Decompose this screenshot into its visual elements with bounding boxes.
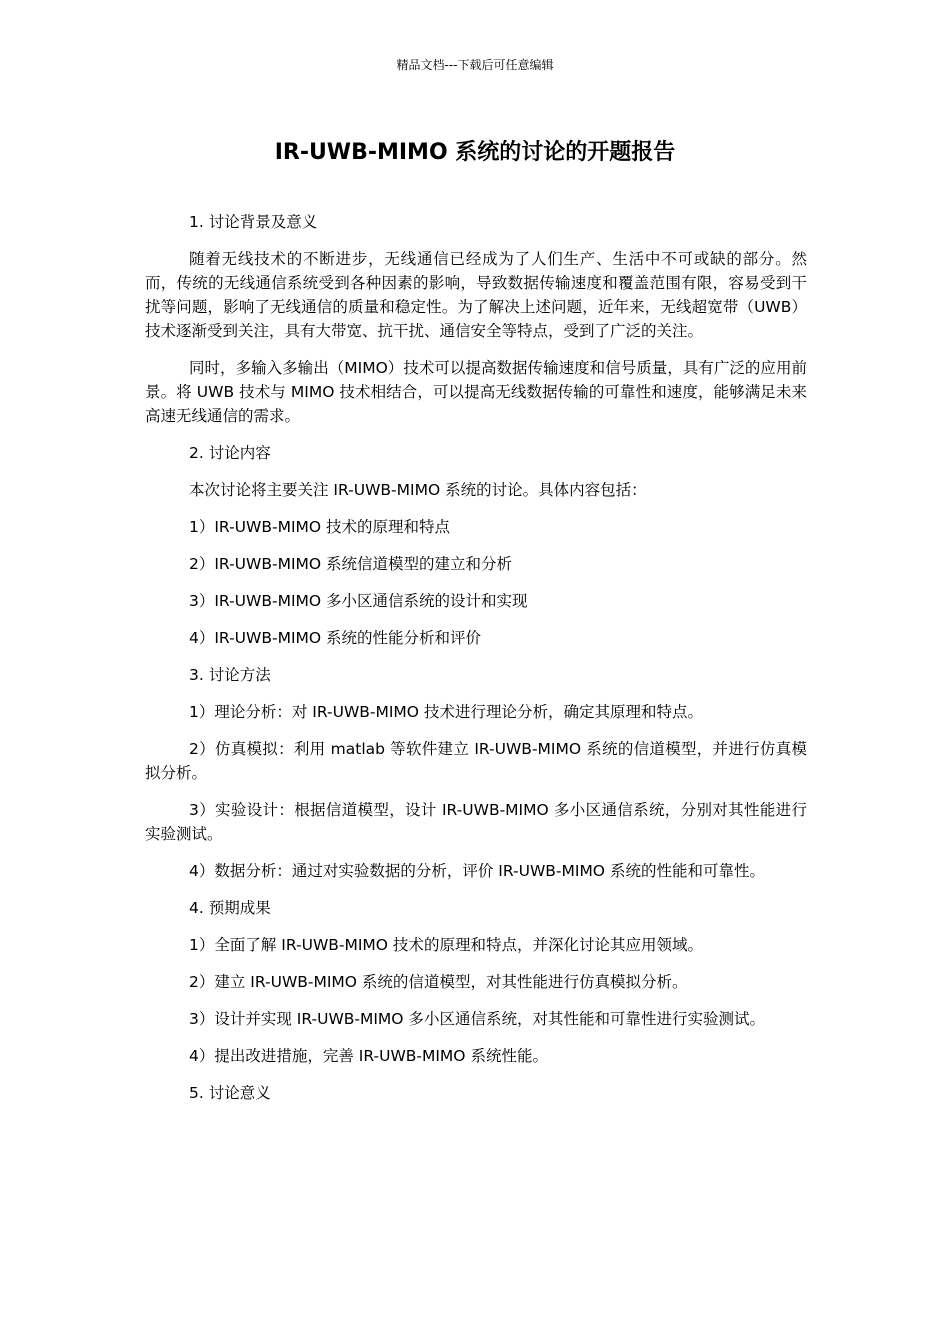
paragraph-background-2: 同时，多输入多输出（MIMO）技术可以提高数据传输速度和信号质量，具有广泛的应用前景。将 UWB 技术与 MIMO 技术相结合，可以提高无线数据传输的可靠性和速度，能够满足未来高速无线通信的需求。 — [145, 359, 807, 425]
list-item-content-2: 2）IR-UWB-MIMO 系统信道模型的建立和分析 — [189, 555, 513, 573]
list-item-method-3: 3）实验设计：根据信道模型，设计 IR-UWB-MIMO 多小区通信系统，分别对其性能进行实验测试。 — [145, 801, 807, 843]
document-body — [145, 210, 807, 1118]
list-item-content-3: 3）IR-UWB-MIMO 多小区通信系统的设计和实现 — [189, 592, 528, 610]
paragraph-background-1: 随着无线技术的不断进步，无线通信已经成为了人们生产、生活中不可或缺的部分。然而，传统的无线通信系统受到各种因素的影响，导致数据传输速度和覆盖范围有限，容易受到干扰等问题，影响了无线通信的质量和稳定性。为了解决上述问题，近年来，无线超宽带（UWB）技术逐渐受到关注，具有大带宽、抗干扰、通信安全等特点，受到了广泛的关注。 — [145, 250, 807, 340]
list-item-method-2: 2）仿真模拟：利用 matlab 等软件建立 IR-UWB-MIMO 系统的信道模型，并进行仿真模拟分析。 — [145, 740, 807, 782]
paragraph-content-intro: 本次讨论将主要关注 IR-UWB-MIMO 系统的讨论。具体内容包括： — [189, 481, 647, 499]
section-heading-results: 4. 预期成果 — [189, 899, 271, 917]
section-heading-significance: 5. 讨论意义 — [189, 1084, 271, 1102]
page-header: 精品文档---下载后可任意编辑 — [396, 58, 554, 72]
list-item-content-4: 4）IR-UWB-MIMO 系统的性能分析和评价 — [189, 629, 482, 647]
list-item-method-1: 1）理论分析：对 IR-UWB-MIMO 技术进行理论分析，确定其原理和特点。 — [189, 703, 703, 721]
list-item-results-3: 3）设计并实现 IR-UWB-MIMO 多小区通信系统，对其性能和可靠性进行实验测试。 — [189, 1010, 765, 1028]
list-item-content-1: 1）IR-UWB-MIMO 技术的原理和特点 — [189, 518, 451, 536]
document-title: IR-UWB-MIMO 系统的讨论的开题报告 — [274, 140, 676, 165]
list-item-results-2: 2）建立 IR-UWB-MIMO 系统的信道模型，对其性能进行仿真模拟分析。 — [189, 973, 688, 991]
list-item-results-4: 4）提出改进措施，完善 IR-UWB-MIMO 系统性能。 — [189, 1047, 548, 1065]
section-heading-content: 2. 讨论内容 — [189, 444, 271, 462]
section-heading-method: 3. 讨论方法 — [189, 666, 271, 684]
list-item-method-4: 4）数据分析：通过对实验数据的分析，评价 IR-UWB-MIMO 系统的性能和可靠性。 — [189, 862, 765, 880]
section-heading-background: 1. 讨论背景及意义 — [189, 213, 318, 231]
list-item-results-1: 1）全面了解 IR-UWB-MIMO 技术的原理和特点，并深化讨论其应用领域。 — [189, 936, 703, 954]
